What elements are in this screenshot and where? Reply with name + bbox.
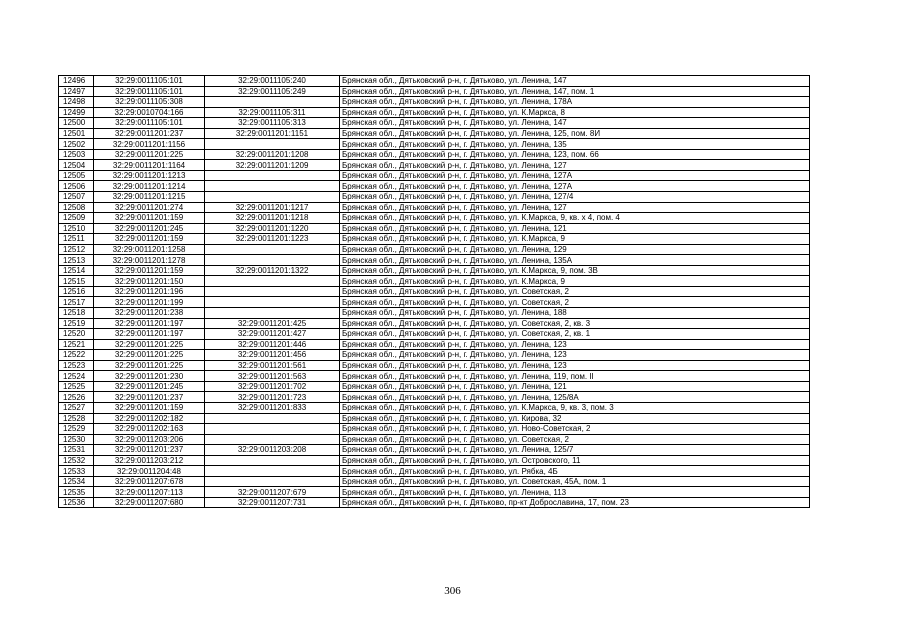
object-cadastral-number-cell: 32:29:0011201:456 — [205, 350, 340, 361]
row-number-cell: 12502 — [59, 139, 94, 150]
address-cell: Брянская обл., Дятьковский р-н, г. Дятьково, ул. Ленина, 127А — [340, 181, 810, 192]
cadastral-number-cell: 32:29:0011201:159 — [94, 213, 205, 224]
table-row — [59, 402, 810, 413]
object-cadastral-number-cell — [205, 297, 340, 308]
table-row — [59, 86, 810, 97]
address-cell: Брянская обл., Дятьковский р-н, г. Дятьково, ул. Советская, 2, кв. 1 — [340, 329, 810, 340]
object-cadastral-number-cell — [205, 139, 340, 150]
cadastral-number-cell: 32:29:0011201:1164 — [94, 160, 205, 171]
row-number-cell: 12518 — [59, 308, 94, 319]
row-number-cell: 12508 — [59, 202, 94, 213]
row-number-cell: 12509 — [59, 213, 94, 224]
row-number-cell: 12532 — [59, 455, 94, 466]
cadastral-number-cell: 32:29:0011201:197 — [94, 318, 205, 329]
row-number-cell: 12496 — [59, 76, 94, 87]
table-row — [59, 76, 810, 87]
table-row — [59, 434, 810, 445]
cadastral-number-cell: 32:29:0011201:225 — [94, 360, 205, 371]
table-row — [59, 360, 810, 371]
cadastral-number-cell: 32:29:0011201:1156 — [94, 139, 205, 150]
cadastral-number-cell: 32:29:0011207:678 — [94, 476, 205, 487]
row-number-cell: 12526 — [59, 392, 94, 403]
table-row — [59, 350, 810, 361]
cadastral-number-cell: 32:29:0011201:1258 — [94, 244, 205, 255]
row-number-cell: 12528 — [59, 413, 94, 424]
table-row — [59, 170, 810, 181]
address-cell: Брянская обл., Дятьковский р-н, г. Дятьково, ул. Ленина, 125/7 — [340, 445, 810, 456]
row-number-cell: 12525 — [59, 381, 94, 392]
address-cell: Брянская обл., Дятьковский р-н, г. Дятьково, ул. Ленина, 135 — [340, 139, 810, 150]
address-cell: Брянская обл., Дятьковский р-н, г. Дятьково, ул. Советская, 45А, пом. 1 — [340, 476, 810, 487]
address-cell: Брянская обл., Дятьковский р-н, г. Дятьково, ул. Ленина, 147 — [340, 76, 810, 87]
cadastral-number-cell: 32:29:0011201:159 — [94, 265, 205, 276]
object-cadastral-number-cell: 32:29:0011201:561 — [205, 360, 340, 371]
object-cadastral-number-cell: 32:29:0011201:1218 — [205, 213, 340, 224]
row-number-cell: 12530 — [59, 434, 94, 445]
table-row — [59, 455, 810, 466]
address-cell: Брянская обл., Дятьковский р-н, г. Дятьково, ул. Ленина, 123 — [340, 360, 810, 371]
address-cell: Брянская обл., Дятьковский р-н, г. Дятьково, ул. Ленина, 147 — [340, 118, 810, 129]
object-cadastral-number-cell — [205, 286, 340, 297]
address-cell: Брянская обл., Дятьковский р-н, г. Дятьково, ул. Ленина, 123 — [340, 350, 810, 361]
object-cadastral-number-cell: 32:29:0011201:1217 — [205, 202, 340, 213]
address-cell: Брянская обл., Дятьковский р-н, г. Дятьково, ул. Ленина, 125, пом. 8И — [340, 128, 810, 139]
cadastral-number-cell: 32:29:0011201:1278 — [94, 255, 205, 266]
row-number-cell: 12529 — [59, 424, 94, 435]
row-number-cell: 12516 — [59, 286, 94, 297]
address-cell: Брянская обл., Дятьковский р-н, г. Дятьково, ул. Ленина, 127А — [340, 170, 810, 181]
object-cadastral-number-cell: 32:29:0011201:833 — [205, 402, 340, 413]
cadastral-number-cell: 32:29:0011201:196 — [94, 286, 205, 297]
row-number-cell: 12511 — [59, 234, 94, 245]
cadastral-number-cell: 32:29:0011201:237 — [94, 445, 205, 456]
cadastral-number-cell: 32:29:0011201:199 — [94, 297, 205, 308]
row-number-cell: 12513 — [59, 255, 94, 266]
table-row — [59, 202, 810, 213]
address-cell: Брянская обл., Дятьковский р-н, г. Дятьково, ул. Ленина, 123, пом. 66 — [340, 149, 810, 160]
address-cell: Брянская обл., Дятьковский р-н, г. Дятьково, ул. Кирова, 32 — [340, 413, 810, 424]
cadastral-number-cell: 32:29:0011201:245 — [94, 223, 205, 234]
cadastral-number-cell: 32:29:0011105:101 — [94, 118, 205, 129]
row-number-cell: 12531 — [59, 445, 94, 456]
cadastral-number-cell: 32:29:0011201:237 — [94, 392, 205, 403]
address-cell: Брянская обл., Дятьковский р-н, г. Дятьково, ул. Ленина, 188 — [340, 308, 810, 319]
object-cadastral-number-cell: 32:29:0011105:249 — [205, 86, 340, 97]
table-row — [59, 329, 810, 340]
cadastral-number-cell: 32:29:0011201:238 — [94, 308, 205, 319]
object-cadastral-number-cell: 32:29:0011201:1223 — [205, 234, 340, 245]
row-number-cell: 12521 — [59, 339, 94, 350]
table-row — [59, 487, 810, 498]
address-cell: Брянская обл., Дятьковский р-н, г. Дятьково, ул. К.Маркса, 9 — [340, 234, 810, 245]
cadastral-number-cell: 32:29:0011207:680 — [94, 497, 205, 508]
cadastral-number-cell: 32:29:0011207:113 — [94, 487, 205, 498]
row-number-cell: 12505 — [59, 170, 94, 181]
object-cadastral-number-cell — [205, 308, 340, 319]
object-cadastral-number-cell — [205, 413, 340, 424]
object-cadastral-number-cell — [205, 455, 340, 466]
row-number-cell: 12536 — [59, 497, 94, 508]
table-row — [59, 424, 810, 435]
row-number-cell: 12499 — [59, 107, 94, 118]
table-row — [59, 149, 810, 160]
address-cell: Брянская обл., Дятьковский р-н, г. Дятьково, ул. Ленина, 121 — [340, 223, 810, 234]
address-cell: Брянская обл., Дятьковский р-н, г. Дятьково, ул. Ленина, 147, пом. 1 — [340, 86, 810, 97]
cadastral-number-cell: 32:29:0011201:230 — [94, 371, 205, 382]
address-cell: Брянская обл., Дятьковский р-н, г. Дятьково, пр-кт Доброславина, 17, пом. 23 — [340, 497, 810, 508]
address-cell: Брянская обл., Дятьковский р-н, г. Дятьково, ул. К.Маркса, 9, кв. 3, пом. 3 — [340, 402, 810, 413]
row-number-cell: 12497 — [59, 86, 94, 97]
registry-table — [58, 75, 810, 508]
row-number-cell: 12535 — [59, 487, 94, 498]
table-row — [59, 213, 810, 224]
address-cell: Брянская обл., Дятьковский р-н, г. Дятьково, ул. Ленина, 125/8А — [340, 392, 810, 403]
cadastral-number-cell: 32:29:0011201:159 — [94, 234, 205, 245]
table-row — [59, 445, 810, 456]
object-cadastral-number-cell — [205, 424, 340, 435]
row-number-cell: 12512 — [59, 244, 94, 255]
row-number-cell: 12523 — [59, 360, 94, 371]
table-row — [59, 466, 810, 477]
object-cadastral-number-cell — [205, 244, 340, 255]
row-number-cell: 12514 — [59, 265, 94, 276]
object-cadastral-number-cell: 32:29:0011201:425 — [205, 318, 340, 329]
object-cadastral-number-cell: 32:29:0011201:1208 — [205, 149, 340, 160]
row-number-cell: 12507 — [59, 192, 94, 203]
table-row — [59, 192, 810, 203]
object-cadastral-number-cell — [205, 255, 340, 266]
cadastral-number-cell: 32:29:0011105:308 — [94, 97, 205, 108]
row-number-cell: 12510 — [59, 223, 94, 234]
cadastral-number-cell: 32:29:0011202:182 — [94, 413, 205, 424]
object-cadastral-number-cell — [205, 192, 340, 203]
object-cadastral-number-cell — [205, 97, 340, 108]
row-number-cell: 12498 — [59, 97, 94, 108]
object-cadastral-number-cell: 32:29:0011207:679 — [205, 487, 340, 498]
object-cadastral-number-cell: 32:29:0011201:1220 — [205, 223, 340, 234]
cadastral-number-cell: 32:29:0011105:101 — [94, 76, 205, 87]
object-cadastral-number-cell — [205, 181, 340, 192]
cadastral-number-cell: 32:29:0011201:159 — [94, 402, 205, 413]
table-row — [59, 308, 810, 319]
address-cell: Брянская обл., Дятьковский р-н, г. Дятьково, ул. Ленина, 127 — [340, 160, 810, 171]
address-cell: Брянская обл., Дятьковский р-н, г. Дятьково, ул. Ленина, 121 — [340, 381, 810, 392]
object-cadastral-number-cell: 32:29:0011201:446 — [205, 339, 340, 350]
object-cadastral-number-cell: 32:29:0011201:427 — [205, 329, 340, 340]
row-number-cell: 12504 — [59, 160, 94, 171]
cadastral-number-cell: 32:29:0011201:197 — [94, 329, 205, 340]
table-row — [59, 244, 810, 255]
address-cell: Брянская обл., Дятьковский р-н, г. Дятьково, ул. Ленина, 123 — [340, 339, 810, 350]
row-number-cell: 12527 — [59, 402, 94, 413]
address-cell: Брянская обл., Дятьковский р-н, г. Дятьково, ул. Ново-Советская, 2 — [340, 424, 810, 435]
table-row — [59, 255, 810, 266]
cadastral-number-cell: 32:29:0011202:163 — [94, 424, 205, 435]
table-row — [59, 339, 810, 350]
cadastral-number-cell: 32:29:0011201:274 — [94, 202, 205, 213]
row-number-cell: 12520 — [59, 329, 94, 340]
address-cell: Брянская обл., Дятьковский р-н, г. Дятьково, ул. Рябка, 4Б — [340, 466, 810, 477]
cadastral-number-cell: 32:29:0010704:166 — [94, 107, 205, 118]
cadastral-number-cell: 32:29:0011201:1215 — [94, 192, 205, 203]
address-cell: Брянская обл., Дятьковский р-н, г. Дятьково, ул. Советская, 2 — [340, 286, 810, 297]
address-cell: Брянская обл., Дятьковский р-н, г. Дятьково, ул. Ленина, 127 — [340, 202, 810, 213]
address-cell: Брянская обл., Дятьковский р-н, г. Дятьково, ул. К.Маркса, 9, пом. 3В — [340, 265, 810, 276]
table-row — [59, 223, 810, 234]
cadastral-number-cell: 32:29:0011201:245 — [94, 381, 205, 392]
table-row — [59, 381, 810, 392]
cadastral-number-cell: 32:29:0011201:225 — [94, 339, 205, 350]
row-number-cell: 12533 — [59, 466, 94, 477]
cadastral-number-cell: 32:29:0011204:48 — [94, 466, 205, 477]
object-cadastral-number-cell — [205, 434, 340, 445]
cadastral-number-cell: 32:29:0011201:225 — [94, 350, 205, 361]
address-cell: Брянская обл., Дятьковский р-н, г. Дятьково, ул. Советская, 2, кв. 3 — [340, 318, 810, 329]
table-row — [59, 107, 810, 118]
object-cadastral-number-cell: 32:29:0011201:563 — [205, 371, 340, 382]
row-number-cell: 12519 — [59, 318, 94, 329]
cadastral-number-cell: 32:29:0011203:206 — [94, 434, 205, 445]
address-cell: Брянская обл., Дятьковский р-н, г. Дятьково, ул. Ленина, 135А — [340, 255, 810, 266]
address-cell: Брянская обл., Дятьковский р-н, г. Дятьково, ул. Ленина, 127/4 — [340, 192, 810, 203]
row-number-cell: 12515 — [59, 276, 94, 287]
table-row — [59, 286, 810, 297]
address-cell: Брянская обл., Дятьковский р-н, г. Дятьково, ул. К.Маркса, 8 — [340, 107, 810, 118]
page-number: 306 — [444, 585, 461, 597]
object-cadastral-number-cell: 32:29:0011201:1209 — [205, 160, 340, 171]
object-cadastral-number-cell: 32:29:0011201:1322 — [205, 265, 340, 276]
address-cell: Брянская обл., Дятьковский р-н, г. Дятьково, ул. К.Маркса, 9 — [340, 276, 810, 287]
cadastral-number-cell: 32:29:0011201:150 — [94, 276, 205, 287]
address-cell: Брянская обл., Дятьковский р-н, г. Дятьково, ул. К.Маркса, 9, кв. х 4, пом. 4 — [340, 213, 810, 224]
object-cadastral-number-cell: 32:29:0011201:702 — [205, 381, 340, 392]
table-row — [59, 392, 810, 403]
table-row — [59, 139, 810, 150]
row-number-cell: 12501 — [59, 128, 94, 139]
address-cell: Брянская обл., Дятьковский р-н, г. Дятьково, ул. Ленина, 178А — [340, 97, 810, 108]
table-row — [59, 297, 810, 308]
table-row — [59, 476, 810, 487]
address-cell: Брянская обл., Дятьковский р-н, г. Дятьково, ул. Ленина, 119, пом. II — [340, 371, 810, 382]
address-cell: Брянская обл., Дятьковский р-н, г. Дятьково, ул. Ленина, 129 — [340, 244, 810, 255]
table-row — [59, 371, 810, 382]
table-row — [59, 497, 810, 508]
registry-table-body — [59, 76, 810, 508]
object-cadastral-number-cell — [205, 170, 340, 181]
cadastral-number-cell: 32:29:0011105:101 — [94, 86, 205, 97]
object-cadastral-number-cell — [205, 466, 340, 477]
table-row — [59, 181, 810, 192]
address-cell: Брянская обл., Дятьковский р-н, г. Дятьково, ул. Островского, 11 — [340, 455, 810, 466]
object-cadastral-number-cell — [205, 476, 340, 487]
table-row — [59, 118, 810, 129]
table-row — [59, 276, 810, 287]
object-cadastral-number-cell: 32:29:0011105:240 — [205, 76, 340, 87]
row-number-cell: 12500 — [59, 118, 94, 129]
cadastral-number-cell: 32:29:0011201:1213 — [94, 170, 205, 181]
table-row — [59, 128, 810, 139]
row-number-cell: 12506 — [59, 181, 94, 192]
object-cadastral-number-cell: 32:29:0011105:311 — [205, 107, 340, 118]
address-cell: Брянская обл., Дятьковский р-н, г. Дятьково, ул. Советская, 2 — [340, 434, 810, 445]
cadastral-number-cell: 32:29:0011201:1214 — [94, 181, 205, 192]
row-number-cell: 12534 — [59, 476, 94, 487]
cadastral-number-cell: 32:29:0011201:225 — [94, 149, 205, 160]
object-cadastral-number-cell: 32:29:0011203:208 — [205, 445, 340, 456]
table-row — [59, 234, 810, 245]
row-number-cell: 12517 — [59, 297, 94, 308]
cadastral-number-cell: 32:29:0011203:212 — [94, 455, 205, 466]
row-number-cell: 12524 — [59, 371, 94, 382]
address-cell: Брянская обл., Дятьковский р-н, г. Дятьково, ул. Ленина, 113 — [340, 487, 810, 498]
row-number-cell: 12522 — [59, 350, 94, 361]
table-row — [59, 265, 810, 276]
object-cadastral-number-cell: 32:29:0011201:1151 — [205, 128, 340, 139]
object-cadastral-number-cell — [205, 276, 340, 287]
table-row — [59, 318, 810, 329]
address-cell: Брянская обл., Дятьковский р-н, г. Дятьково, ул. Советская, 2 — [340, 297, 810, 308]
table-row — [59, 160, 810, 171]
table-row — [59, 97, 810, 108]
table-row — [59, 413, 810, 424]
object-cadastral-number-cell: 32:29:0011207:731 — [205, 497, 340, 508]
object-cadastral-number-cell: 32:29:0011201:723 — [205, 392, 340, 403]
object-cadastral-number-cell: 32:29:0011105:313 — [205, 118, 340, 129]
row-number-cell: 12503 — [59, 149, 94, 160]
cadastral-number-cell: 32:29:0011201:237 — [94, 128, 205, 139]
